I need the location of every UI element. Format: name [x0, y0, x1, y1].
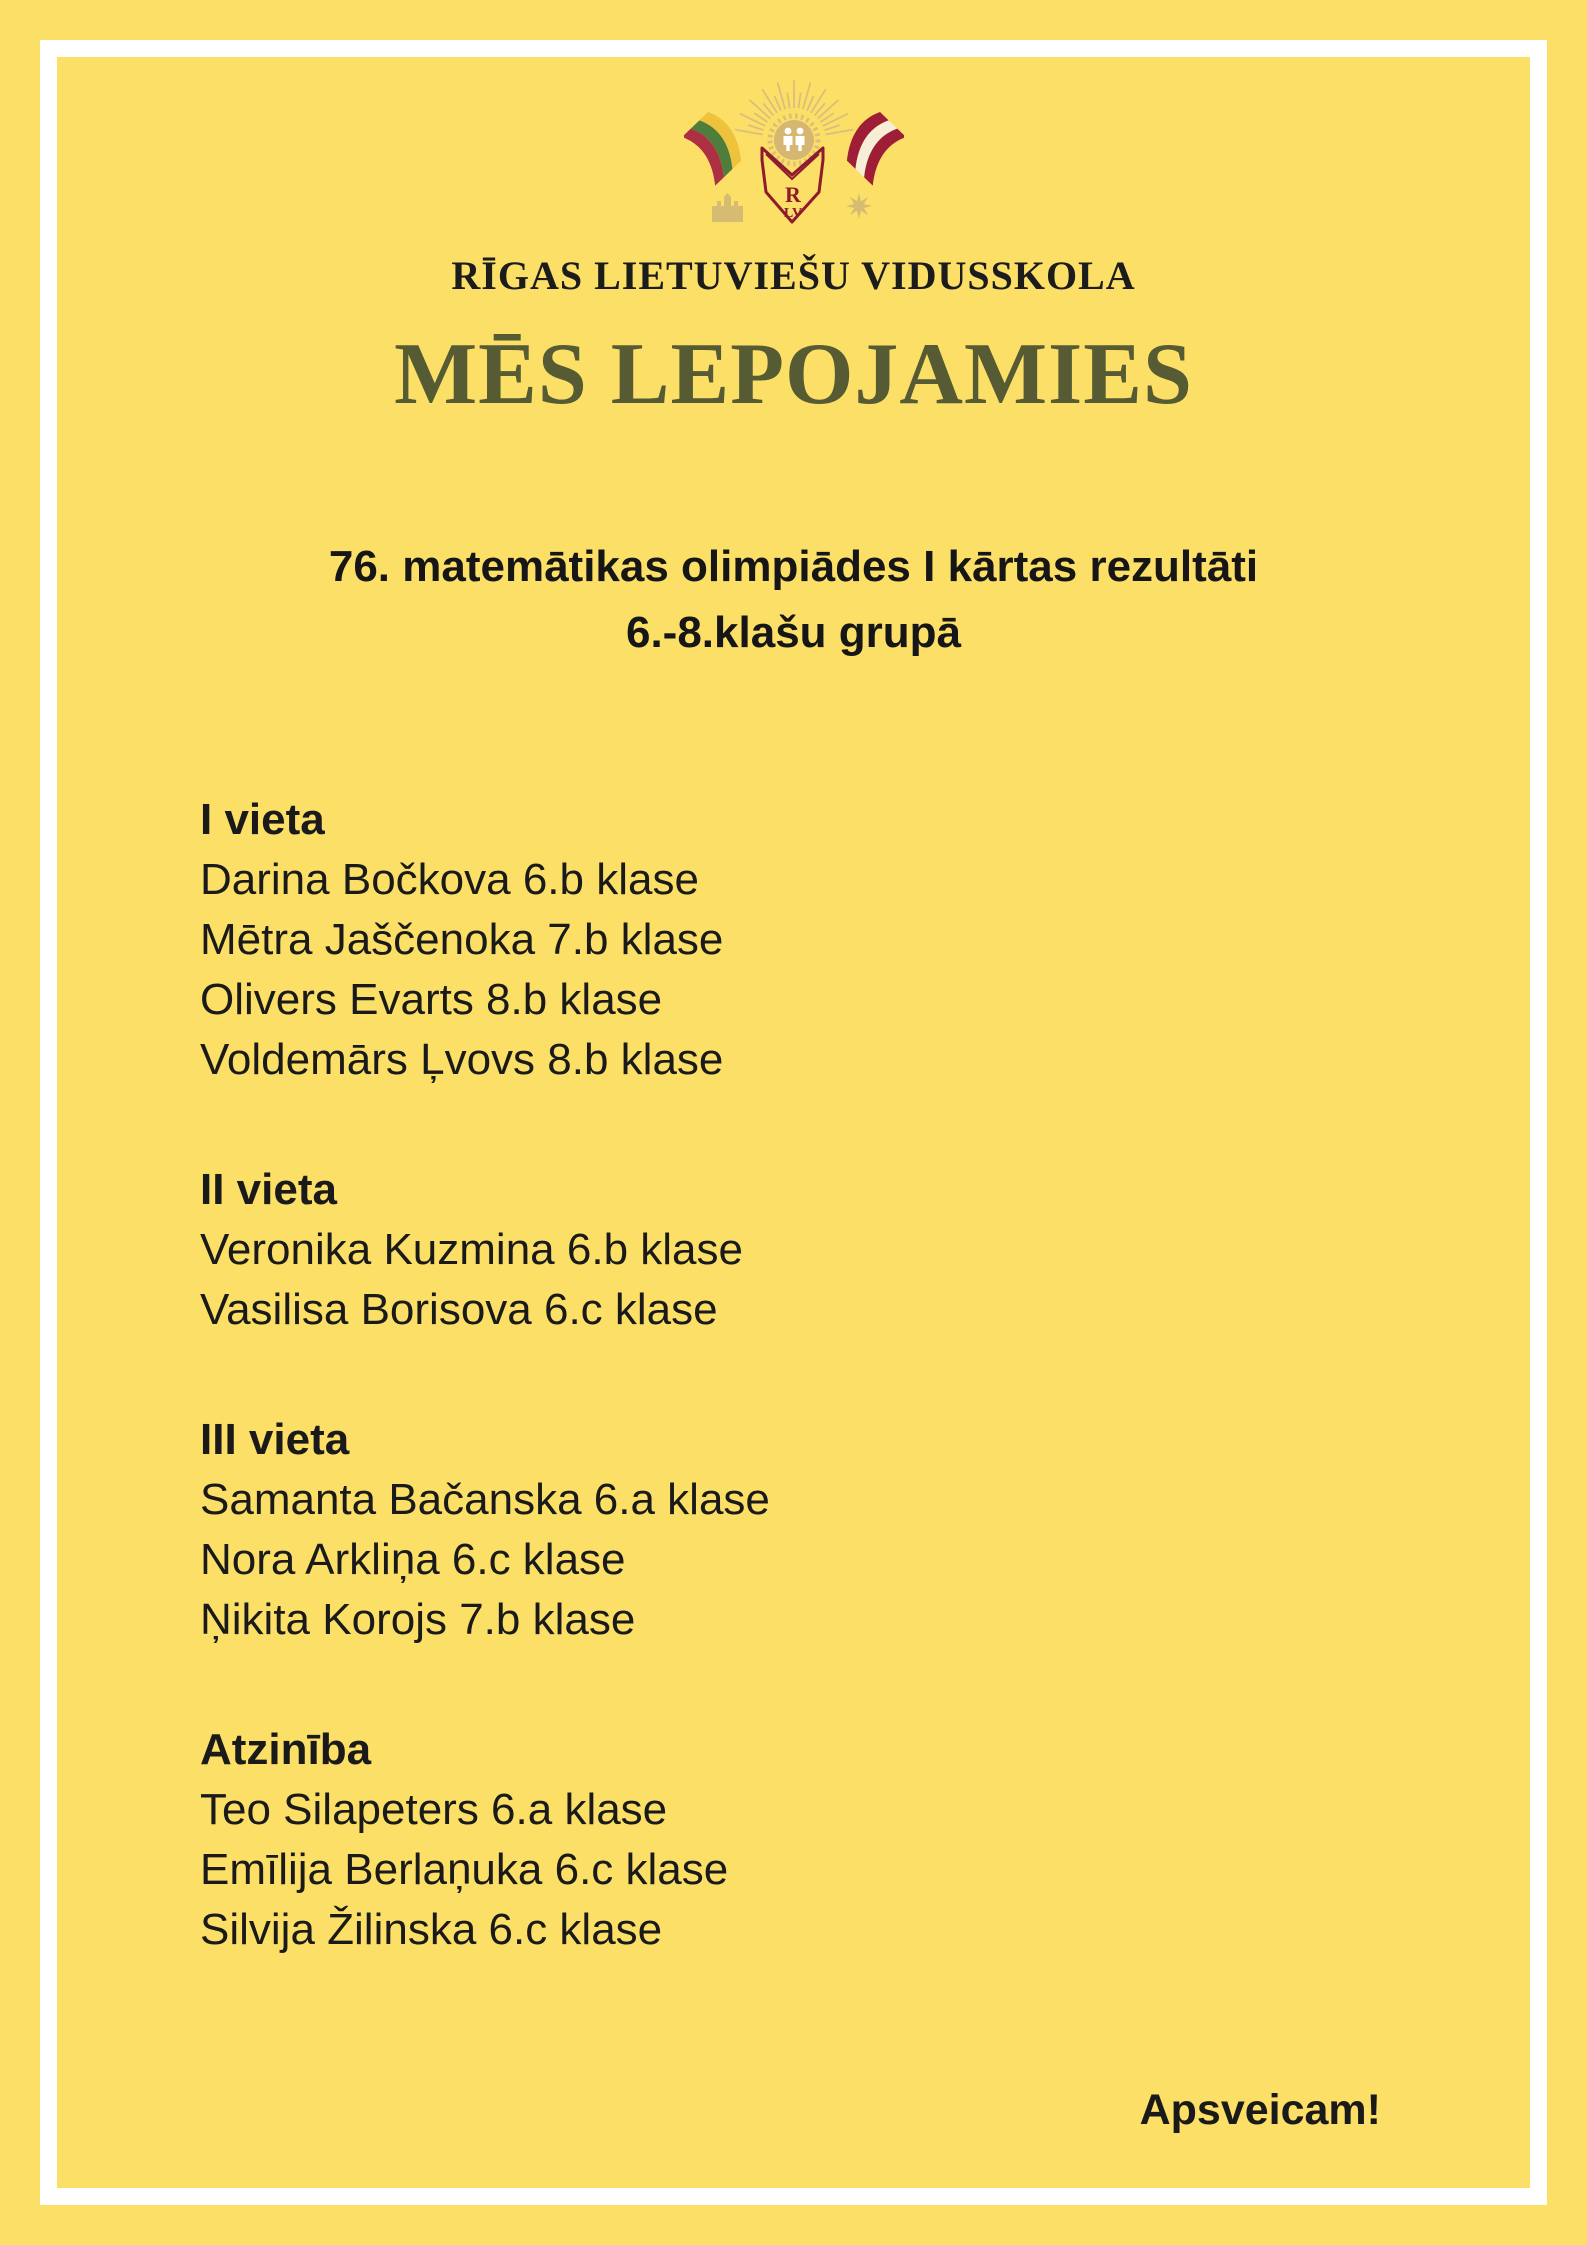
section-second-place: [200, 1160, 770, 1340]
section-heading: Atzinība: [200, 1725, 372, 1774]
page-title: MĒS LEPOJAMIES: [394, 326, 1193, 423]
list-item: Olivers Evarts 8.b klase: [200, 975, 663, 1024]
lithuanian-flag-icon: [684, 109, 752, 186]
list-item: Darina Bočkova 6.b klase: [200, 855, 699, 904]
section-heading: II vieta: [200, 1165, 337, 1214]
subtitle-line-2: 6.-8.klašu grupā: [625, 608, 961, 657]
list-item: Veronika Kuzmina 6.b klase: [200, 1225, 743, 1274]
logo-monogram-bottom: LV: [783, 206, 802, 221]
list-item: Ņikita Korojs 7.b klase: [200, 1595, 636, 1644]
list-item: Emīlija Berlaņuka 6.c klase: [200, 1845, 729, 1894]
subtitle-line-1: 76. matemātikas olimpiādes I kārtas rezultāti: [328, 542, 1259, 591]
section-heading: I vieta: [200, 795, 325, 844]
section-recognition: [200, 1720, 770, 1960]
list-item: Samanta Bačanska 6.a klase: [200, 1475, 770, 1524]
school-name: RĪGAS LIETUVIEŠU VIDUSSKOLA: [451, 253, 1136, 298]
sunburst-icon: [734, 80, 852, 164]
congratulations-text: Apsveicam!: [1139, 2086, 1381, 2134]
results-list: [200, 790, 770, 2030]
list-item: Nora Arkliņa 6.c klase: [200, 1535, 626, 1584]
subtitle: [0, 534, 1587, 666]
section-first-place: [200, 790, 770, 1090]
list-item: Vasilisa Borisova 6.c klase: [200, 1285, 718, 1334]
section-third-place: [200, 1410, 770, 1650]
list-item: Teo Silapeters 6.a klase: [200, 1785, 668, 1834]
list-item: Voldemārs Ļvovs 8.b klase: [200, 1035, 724, 1084]
list-item: Silvija Žilinska 6.c klase: [200, 1905, 663, 1954]
star-icon: [846, 193, 872, 219]
section-heading: III vieta: [200, 1415, 350, 1464]
logo-monogram-top: R: [784, 182, 801, 207]
school-logo: [684, 80, 904, 230]
castle-icon: [712, 193, 743, 222]
list-item: Mētra Jaščenoka 7.b klase: [200, 915, 724, 964]
latvian-flag-icon: [836, 109, 904, 186]
